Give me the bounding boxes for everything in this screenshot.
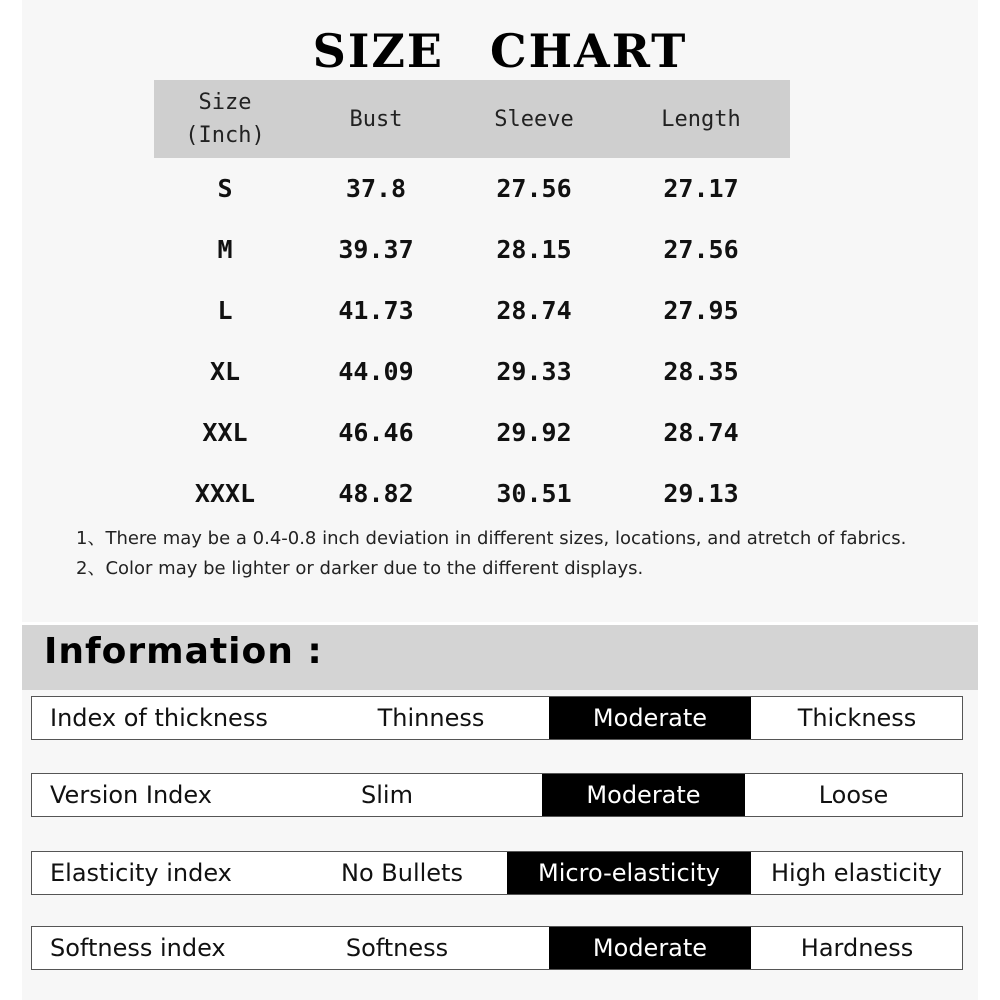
size-cell: S: [217, 174, 233, 203]
header-length: Length: [612, 80, 790, 158]
measurement-cell: 28.74: [663, 418, 739, 447]
measurement-cell: 30.51: [496, 479, 572, 508]
info-option-selected: Moderate: [549, 927, 751, 969]
info-header-bar: [22, 625, 978, 690]
measurement-cell: 39.37: [338, 235, 414, 264]
measurement-cell: 29.92: [496, 418, 572, 447]
table-header-row: [154, 80, 790, 158]
info-option-selected: Moderate: [542, 774, 745, 816]
table-row: [154, 463, 790, 524]
measurement-cell: 37.8: [345, 174, 407, 203]
note-2: 2、Color may be lighter or darker due to the different displays.: [76, 558, 644, 579]
info-row: [31, 926, 963, 970]
size-cell: L: [217, 296, 233, 325]
info-row: [31, 851, 963, 895]
measurement-cell: 27.95: [663, 296, 739, 325]
info-row: [31, 696, 963, 740]
info-row: [31, 773, 963, 817]
info-option: Thickness: [797, 704, 917, 732]
info-option: Hardness: [800, 934, 914, 962]
measurement-cell: 28.74: [496, 296, 572, 325]
table-row: [154, 402, 790, 463]
page-title: SIZE CHART: [312, 24, 688, 78]
measurement-cell: 27.56: [496, 174, 572, 203]
measurement-cell: 27.17: [663, 174, 739, 203]
measurement-cell: 29.33: [496, 357, 572, 386]
info-option: Thinness: [377, 704, 485, 732]
info-row-label: Version Index: [50, 781, 212, 809]
measurement-cell: 44.09: [338, 357, 414, 386]
size-cell: XXL: [202, 418, 248, 447]
info-row-label: Index of thickness: [50, 704, 268, 732]
size-cell: XXXL: [194, 479, 256, 508]
measurement-cell: 28.15: [496, 235, 572, 264]
measurement-cell: 27.56: [663, 235, 739, 264]
note-1: 1、There may be a 0.4-0.8 inch deviation in different sizes, locations, and atretch of fabrics.: [76, 528, 907, 549]
size-table: [154, 80, 790, 524]
measurement-cell: 28.35: [663, 357, 739, 386]
measurement-cell: 29.13: [663, 479, 739, 508]
info-row-label: Softness index: [50, 934, 226, 962]
info-option: Slim: [361, 781, 413, 809]
header-bust: Bust: [296, 80, 456, 158]
table-row: [154, 219, 790, 280]
measurement-cell: 48.82: [338, 479, 414, 508]
info-option: No Bullets: [341, 859, 463, 887]
table-row: [154, 280, 790, 341]
info-row-label: Elasticity index: [50, 859, 232, 887]
header-sleeve: Sleeve: [456, 80, 612, 158]
info-title: Information :: [44, 631, 323, 672]
info-option-selected: Micro-elasticity: [507, 852, 751, 894]
size-cell: XL: [209, 357, 241, 386]
measurement-cell: 46.46: [338, 418, 414, 447]
header-size: Size (Inch): [154, 80, 296, 158]
info-option-selected: Moderate: [549, 697, 751, 739]
table-row: [154, 341, 790, 402]
measurement-cell: 41.73: [338, 296, 414, 325]
info-option: Loose: [818, 781, 889, 809]
info-option: Softness: [345, 934, 449, 962]
size-cell: M: [217, 235, 233, 264]
info-option: High elasticity: [771, 859, 942, 887]
table-row: [154, 158, 790, 219]
